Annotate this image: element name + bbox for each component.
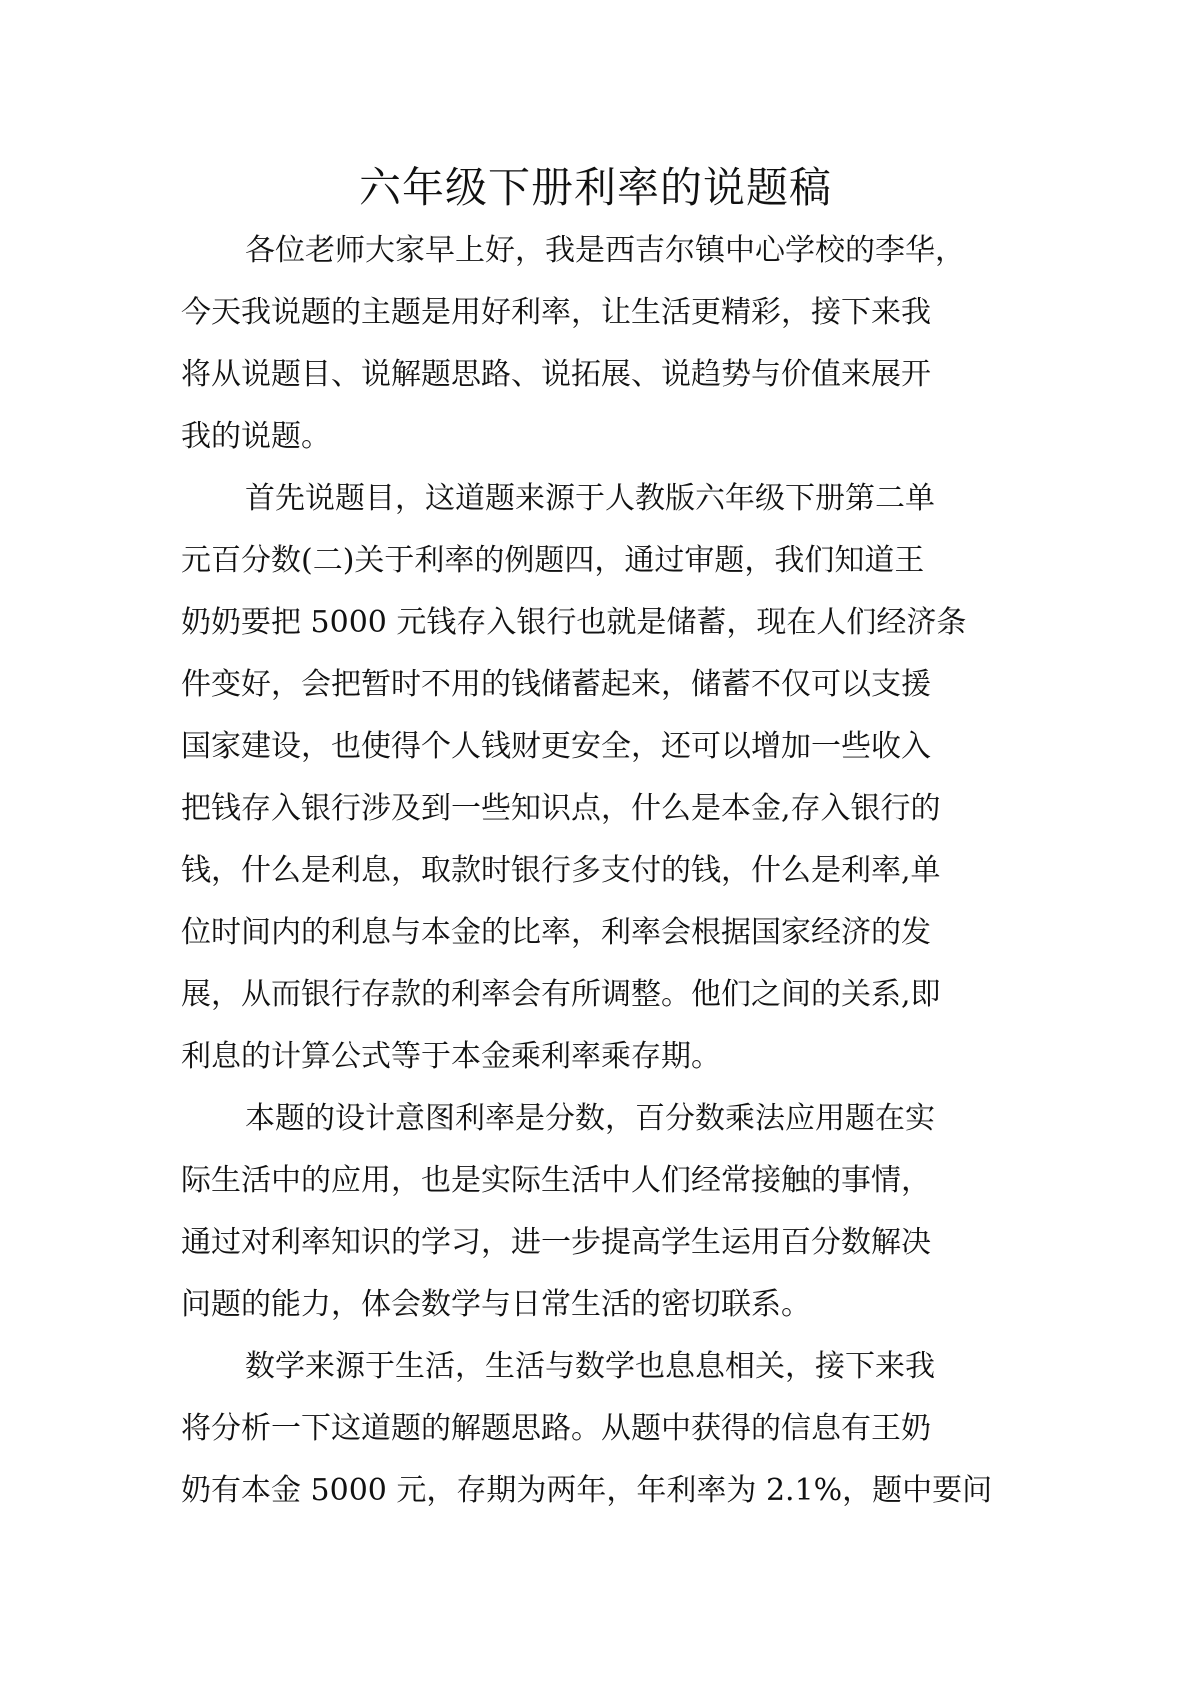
text-line: 奶奶要把 5000 元钱存入银行也就是储蓄，现在人们经济条	[181, 605, 967, 640]
text-line: 利息的计算公式等于本金乘利率乘存期。	[181, 1039, 721, 1074]
text-line: 元百分数(二)关于利率的例题四，通过审题，我们知道王	[181, 543, 925, 578]
text-line: 将从说题目、说解题思路、说拓展、说趋势与价值来展开	[181, 357, 931, 392]
text-line: 把钱存入银行涉及到一些知识点，什么是本金,存入银行的	[181, 791, 941, 826]
text-line: 钱，什么是利息，取款时银行多支付的钱，什么是利率,单	[181, 853, 941, 888]
paragraph-design-intent	[181, 1088, 1011, 1336]
paragraph-solution	[181, 1336, 1011, 1522]
text-line: 今天我说题的主题是用好利率，让生活更精彩，接下来我	[181, 295, 931, 330]
text-line: 通过对利率知识的学习，进一步提高学生运用百分数解决	[181, 1225, 931, 1260]
text-line: 际生活中的应用，也是实际生活中人们经常接触的事情，	[181, 1163, 931, 1198]
text-line: 件变好，会把暂时不用的钱储蓄起来，储蓄不仅可以支援	[181, 667, 931, 702]
paragraph-problem	[181, 468, 1011, 1088]
text-line: 将分析一下这道题的解题思路。从题中获得的信息有王奶	[181, 1411, 931, 1446]
text-line: 问题的能力，体会数学与日常生活的密切联系。	[181, 1287, 811, 1322]
text-line: 国家建设，也使得个人钱财更安全，还可以增加一些收入	[181, 729, 931, 764]
text-line: 奶有本金 5000 元，存期为两年，年利率为 2.1%，题中要问	[181, 1473, 993, 1508]
text-line: 我的说题。	[181, 419, 331, 454]
text-line: 展，从而银行存款的利率会有所调整。他们之间的关系,即	[181, 977, 941, 1012]
paragraph-intro	[181, 220, 1011, 468]
text-line: 数学来源于生活，生活与数学也息息相关，接下来我	[245, 1349, 935, 1384]
document-body	[181, 220, 1011, 1522]
text-line: 首先说题目，这道题来源于人教版六年级下册第二单	[245, 481, 935, 516]
text-line: 本题的设计意图利率是分数，百分数乘法应用题在实	[245, 1101, 935, 1136]
text-line: 位时间内的利息与本金的比率，利率会根据国家经济的发	[181, 915, 931, 950]
text-line: 各位老师大家早上好，我是西吉尔镇中心学校的李华，	[245, 233, 965, 268]
document-title: 六年级下册利率的说题稿	[358, 163, 832, 212]
